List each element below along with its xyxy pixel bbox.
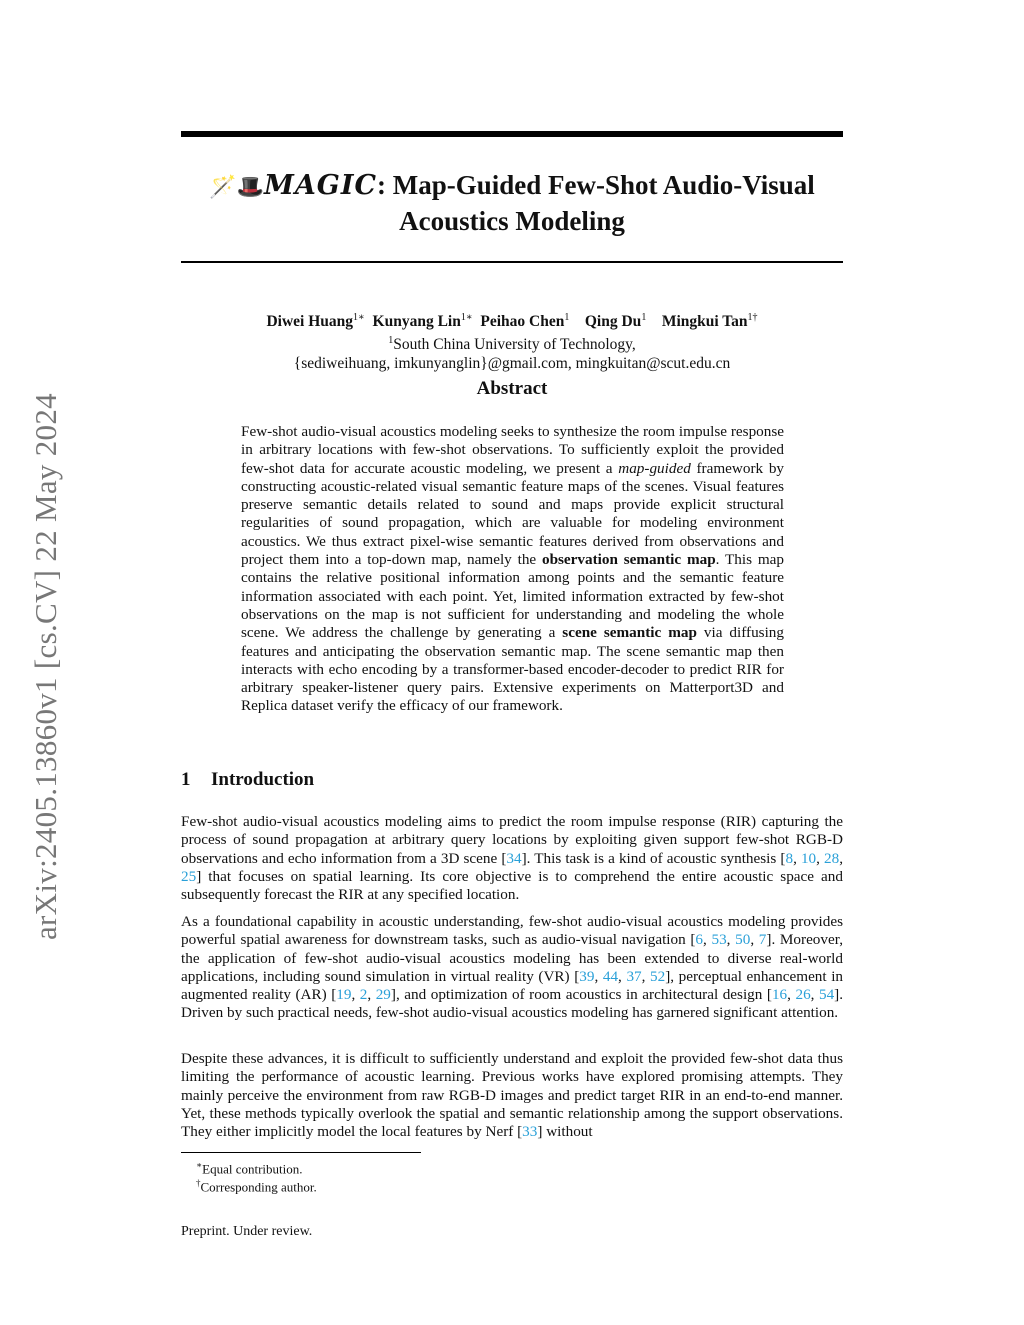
footnote-rule — [181, 1152, 421, 1153]
author-names — [181, 308, 843, 331]
citation-link[interactable]: 26 — [795, 986, 811, 1004]
citation-link[interactable]: 53 — [711, 931, 727, 949]
author-sup: 1 — [564, 312, 570, 323]
author-name: Diwei Huang — [266, 313, 353, 331]
author-block — [181, 308, 843, 373]
text-span: As a foundational capability in acoustic understanding, few-shot audio-visual acoustics modeling provides powerful spatial awareness for downstream tasks, such as audio-visual navigation [ — [181, 913, 843, 949]
abstract-emph: map-guided — [618, 459, 691, 477]
citation-link[interactable]: 54 — [818, 986, 835, 1004]
author-sup: 1∗ — [460, 312, 473, 323]
title-magic: MAGIC — [263, 170, 377, 201]
author-name: Peihao Chen — [480, 313, 565, 331]
citation-link[interactable]: 50 — [735, 931, 751, 949]
citation-link[interactable]: 33 — [522, 1123, 538, 1141]
text-span: ], and optimization of room acoustics in architectural design [ — [390, 986, 772, 1004]
text-span: ]. This task is a kind of acoustic synthesis [ — [521, 849, 786, 867]
text-span: Few-shot audio-visual acoustics modeling aims to predict the room impulse response (RIR) capturing the process of sound propagation at arbitrary query locations by exploiting given support few-shot RGB-D observations and echo information from a 3D scene [ — [181, 813, 843, 867]
citation-link[interactable]: 29 — [375, 986, 391, 1004]
citation-link[interactable]: 19 — [336, 986, 352, 1004]
intro-paragraph-1: Few-shot audio-visual acoustics modeling aims to predict the room impulse response (RIR) capturing the process of sound propagation at arbitrary query locations by exploiting given support few-shot RGB-D observations and echo information from a 3D scene [34]. This task is a kind of acoustic synthesis [8, 10, 28, 25] that focuses on spatial learning. Its core objective is to comprehend the entire acoustic space and subsequently forecast the RIR at any specified location. — [181, 813, 844, 904]
intro-paragraph-2: As a foundational capability in acoustic understanding, few-shot audio-visual acoustics modeling provides powerful spatial awareness for downstream tasks, such as audio-visual navigation [6, 53, 50, 7]. Moreover, the application of few-shot audio-visual acoustics modeling has been extended to diverse real-world applications, including sound simulation in virtual reality (VR) [39, 44, 37, 52], perceptual enhancement in augmented reality (AR) [19, 2, 29], and optimization of room acoustics in architectural design [16, 26, 54]. Driven by such practical needs, few-shot audio-visual acoustics modeling has garnered significant attention. — [181, 913, 844, 1022]
citation-link[interactable]: 44 — [602, 967, 619, 985]
author-sup: 1 — [641, 312, 647, 323]
abstract-heading: Abstract — [476, 378, 548, 399]
abstract-bold: scene semantic map — [562, 624, 697, 642]
intro-paragraph-3 — [181, 1050, 843, 1141]
citation-link[interactable]: 25 — [181, 867, 197, 885]
section-heading-introduction — [181, 769, 314, 791]
paper-title — [181, 168, 843, 238]
abstract-span: via diffusing features and anticipating the observation semantic map. The scene semantic map then interacts with echo encoding by a transformer-based encoder-decoder to predict RIR for arbitrary speaker-listener query pairs. Extensive experiments on Matterport3D and Replica dataset verify the efficacy of our framework. — [241, 624, 784, 715]
arxiv-watermark: arXiv:2405.13860v1 [cs.CV] 22 May 2024 — [28, 393, 63, 940]
author-name: Mingkui Tan — [661, 313, 748, 331]
affil-sup: 1 — [388, 335, 394, 347]
text-span: ]. Driven by such practical needs, few-shot audio-visual acoustics modeling has garnered significant attention. — [181, 986, 844, 1022]
citation-link[interactable]: 7 — [758, 931, 767, 949]
abstract-span: Few-shot audio-visual acoustics modeling seeks to synthesize the room impulse response in arbitrary locations with few-shot observations. To sufficiently exploit the provided few-shot data for accurate acoustic modeling, we present a — [241, 423, 784, 477]
title-line1: : Map-Guided Few-Shot Audio-Visual — [376, 170, 815, 200]
citation-link[interactable]: 6 — [695, 931, 704, 949]
wand-hat-icon: 🪄🎩 — [209, 174, 264, 199]
abstract-bold: observation semantic map — [541, 551, 716, 569]
author-sup: 1† — [747, 312, 758, 323]
text-span: Despite these advances, it is difficult to sufficiently understand and exploit the provided few-shot data thus limiting the performance of acoustic learning. Previous works have explored promising attempts. They mainly perceive the environment from raw RGB-D images and predict target RIR in an end-to-end manner. Yet, these methods typically overlook the spatial and semantic relationship among the support observations. They either implicitly model the local features by Nerf [ — [181, 1050, 843, 1141]
text-span: ] that focuses on spatial learning. Its core objective is to comprehend the entire acoustic space and subsequently forecast the RIR at any specified location. — [181, 867, 843, 904]
abstract-text — [241, 423, 784, 716]
citation-link[interactable]: 2 — [359, 986, 368, 1004]
abstract-span: framework by constructing acoustic-related visual semantic feature maps of the scenes. Visual features preserve semantic details related to sound and maps provide explicit structural regularities of sound propagation, which are valuable for modeling environment acoustics. We thus extract pixel-wise semantic features derived from observations and project them into a top-down map, namely the — [241, 459, 785, 569]
text-span: ] without — [537, 1123, 593, 1141]
footnote-corresponding-author — [196, 1175, 317, 1195]
title-bottom-rule — [181, 261, 843, 263]
section-title: Introduction — [211, 769, 315, 790]
affiliation-text: South China University of Technology, — [393, 336, 636, 354]
citation-link[interactable]: 39 — [579, 967, 595, 985]
citation-link[interactable]: 8 — [785, 849, 794, 867]
section-number: 1 — [181, 769, 191, 790]
author-sup: 1∗ — [353, 312, 365, 323]
footnote-mark: ∗ — [196, 1160, 203, 1170]
citation-link[interactable]: 28 — [824, 849, 840, 867]
footnote-text: Corresponding author. — [200, 1179, 317, 1195]
affiliation — [181, 331, 843, 354]
abstract-span: . This map contains the relative positional information among points and the semantic feature information associated with each point. Yet, limited information extracted by few-shot observations on the map is not sufficient for understanding and modeling the whole scene. We address the challenge by generating a — [241, 551, 784, 642]
preprint-footer: Preprint. Under review. — [181, 1224, 313, 1239]
text-span: ]. Moreover, the application of few-shot audio-visual acoustics modeling has been extended to diverse real-world applications, including sound simulation in virtual reality (VR) [ — [181, 931, 843, 985]
title-line2: Acoustics Modeling — [399, 206, 625, 236]
text-span: ], perceptual enhancement in augmented reality (AR) [ — [181, 967, 844, 1004]
footnote-text: Equal contribution. — [202, 1161, 303, 1177]
author-name: Qing Du — [584, 313, 642, 331]
title-top-rule — [181, 131, 843, 137]
citation-link[interactable]: 52 — [650, 967, 666, 985]
citation-link[interactable]: 34 — [506, 849, 522, 867]
citation-link[interactable]: 10 — [800, 849, 817, 867]
author-name: Kunyang Lin — [372, 313, 461, 331]
citation-link[interactable]: 16 — [771, 986, 788, 1004]
author-emails: {sediweihuang, imkunyanglin}@gmail.com, mingkuitan@scut.edu.cn — [293, 355, 731, 373]
citation-link[interactable]: 37 — [626, 967, 642, 985]
footnote-mark: † — [196, 1178, 201, 1188]
